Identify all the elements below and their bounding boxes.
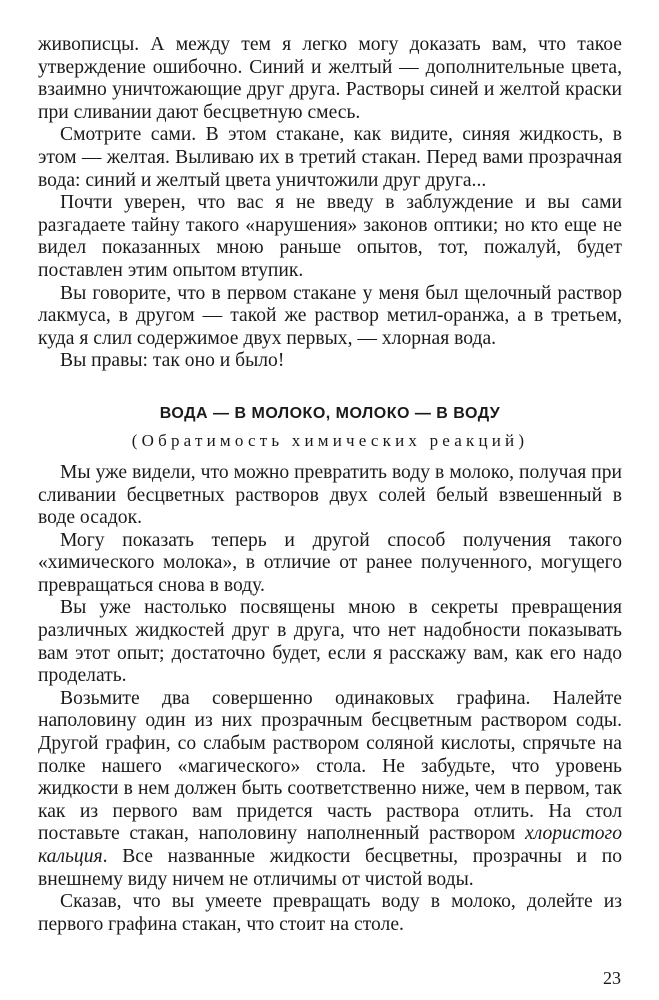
paragraph-text: Возьмите два совершенно одинаковых графина. Налейте наполовину один из них прозрачным бесцветным раствором соды. Другой графин, со слабым раствором соляной кислоты, спрячьте на полке нашего «магического» стола. Не забудьте, что уровень жидкости в нем должен быть соответственно ниже, чем в первом, так как из первого вам придется часть раствора отлить. На стол поставьте стакан, наполовину наполненный раствором [38,687,622,845]
paragraph: Смотрите сами. В этом стакане, как видите, синяя жидкость, в этом — желтая. Выливаю их в третий стакан. Перед вами прозрачная вода: синий и желтый цвета уничтожили друг друга... [38,124,622,191]
section-subtitle: (Обратимость химических реакций) [131,430,529,450]
section-title: ВОДА — В МОЛОКО, МОЛОКО — В ВОДУ [159,404,501,422]
page-text [38,34,622,936]
paragraph: Мы уже видели, что можно превратить воду в молоко, получая при сливании бесцветных растворов двух солей белый взвешенный в воде осадок. [38,461,622,529]
paragraph: Вы правы: так оно и было! [60,350,285,372]
paragraph: Сказав, что вы умеете превращать воду в молоко, долейте из первого графина стакан, что стоит на столе. [38,891,622,935]
paragraph: Почти уверен, что вас я не введу в заблуждение и вы сами разгадаете тайну такого «нарушения» законов оптики; но кто еще не видел показанных мною раньше опытов, тот, пожалуй, будет поставлен этим опытом втупик. [38,192,622,281]
paragraph: Вы уже настолько посвящены мною в секреты превращения различных жидкостей друг в друга, что нет надобности показывать вам этот опыт; достаточно будет, если я расскажу вам, как его надо проделать. [38,597,622,687]
page-number: 23 [603,968,621,988]
paragraph: Могу показать теперь и другой способ получения такого «химического молока», в отличие от ранее полученного, могущего превращаться снова в воду. [38,529,622,596]
paragraph-text: . Все названные жидкости бесцветны, прозрачны и по внешнему виду ничем не отличимы от чистой воды. [38,846,622,890]
italic-term: хлористого кальция [38,823,622,867]
paragraph-continuation: живописцы. А между тем я легко могу доказать вам, что такое утверждение ошибочно. Синий и желтый — дополнительные цвета, взаимно уничтожающие друг друга. Растворы синей и желтой краски при сливании дают бесцветную смесь. [38,34,622,123]
paragraph: Вы говорите, что в первом стакане у меня был щелочный раствор лакмуса, в другом — такой же раствор метил-оранжа, а в третьем, куда я слил содержимое двух первых, — хлорная вода. [38,282,622,349]
paragraph [38,688,622,891]
